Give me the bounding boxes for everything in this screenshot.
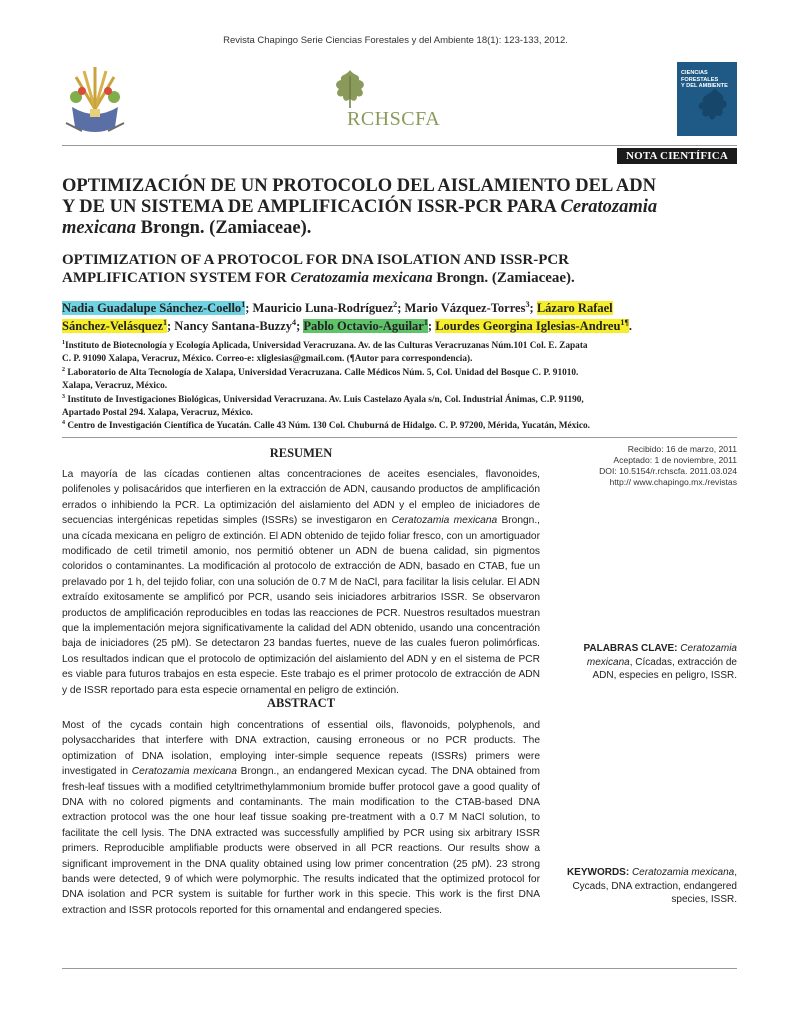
affiliation-3: $^3$ Instituto de Investigaciones Biológicas, Universidad Veracruzana. Av. Luis Castelazo Ayala s/n, Col. Industrial Ánimas, C.P. 91190, Apartado Postal 294. Xalapa, Veracruz, México.: [62, 393, 584, 418]
title-english: [62, 251, 742, 287]
doi: DOI: 10.5154/r.rchscfa. 2011.03.024: [599, 466, 737, 476]
resumen-heading: RESUMEN: [269, 446, 333, 460]
title-en-line1: OPTIMIZATION OF A PROTOCOL FOR DNA ISOLATION AND ISSR-PCR: [62, 252, 570, 268]
wheat-sheaf-emblem-icon: [62, 57, 128, 139]
author-3: Mario Vázquez-Torres$^3$: [404, 299, 530, 315]
abstract-heading: ABSTRACT: [266, 696, 336, 710]
affiliation-2: $^2$ Laboratorio de Alta Tecnología de Xalapa, Universidad Veracruzana. Calle Médicos Núm. 5, Col. Unidad del Bosque C. P. 91010. Xalapa, Veracruz, México.: [62, 366, 579, 391]
author-line2: Sánchez-Velásquez$^1$; Nancy Santana-Buzzy$^4$; Pablo Octavio-Aguilar$^1$; Lourdes Georgina Iglesias-Andreu$^{1\P}$.: [62, 317, 632, 333]
title-es-line2: Y DE UN SISTEMA DE AMPLIFICACIÓN ISSR-PCR PARA Ceratozamia: [62, 197, 658, 217]
received-date: Recibido: 16 de marzo, 2011: [627, 444, 737, 454]
author-2: Mauricio Luna-Rodríguez$^2$: [252, 299, 398, 315]
author-list: [62, 299, 742, 335]
title-es-line3: mexicana Brongn. (Zamiaceae).: [62, 218, 312, 238]
author-line1: Nadia Guadalupe Sánchez-Coello$^1$; Mauricio Luna-Rodríguez$^2$; Mario Vázquez-Torres$^3$; Lázaro Rafael: [62, 299, 613, 315]
title-es-line1: OPTIMIZACIÓN DE UN PROTOCOLO DEL AISLAMIENTO DEL ADN: [62, 176, 656, 196]
affiliation-4: $^4$ Centro de Investigación Científica de Yucatán. Calle 43 Núm. 130 Col. Chuburná de Hidalgo. C. P. 97200, Mérida, Yucatán, México.: [62, 419, 590, 431]
title-en-line2: AMPLIFICATION SYSTEM FOR Ceratozamia mexicana Brongn. (Zamiaceae).: [62, 270, 575, 286]
author-4-last: Sánchez-Velásquez$^1$: [62, 317, 167, 333]
cover-leaf-icon: [677, 84, 737, 134]
logo-text: RCHSCFA: [347, 108, 441, 130]
affiliations-rule: [62, 437, 737, 438]
affiliation-1: $^1$Instituto de Biotecnología y Ecología Aplicada, Universidad Veracruzana. Av. de las Culturas Veracruzanas Núm.101 Col. E. Zapata C. P. 91090 Xalapa, Veracruz, México. Correo-e: xliglesias@gmail.com. (¶Autor para correspondencia).: [62, 339, 588, 364]
journal-url[interactable]: http:// www.chapingo.mx./revistas: [609, 477, 737, 487]
journal-logo: [330, 68, 470, 136]
resumen-body: La mayoría de las cícadas contienen altas concentraciones de aceites esenciales, flavonoides, polifenoles y polisacáridos que interfieren en la extracción de ADN, causando productos de amplificación errados o inhibiendo la PCR. La optimización del aislamiento del ADN y el empleo de iniciadores de secuencias intergénicas repetidas simples (ISSRs) se investigaron en Ceratozamia mexicana Brongn., una cícada mexicana en peligro de extinción. El ADN obtenido de tejido foliar fresco, con un amortiguador modificado de cetil trimetil amonio, nos permitió obtener un ADN de buena calidad, sin pigmentos coloridos o contaminantes. La modificación al protocolo de extracción de ADN, basado en CTAB, fue un prelavado por 1 h, del tejido foliar, con una solución de 0.7 M de NaCl, para facilitar la lisis celular. El ADN extraído exitosamente se amplificó por PCR, usando seis iniciadores arbitrarios ISSR. Se observaron productos de amplificación reproducibles en todas las reacciones de PCR. Nuestros resultados muestran que la implementación mejora significativamente la calidad del ADN obtenido, usando una concentración baja de iniciadores (25 pM). Se detectaron 23 bandas fuertes, nueve de las cuales fueron polimórficas. Los resultados indican que el protocolo de optimización del aislamiento del ADN y en el sistema de PCR es viable para futuros trabajos en esta especie. Este trabajo es el primer protocolo de extracción de ADN y de ISSR reportado para esta especie ornamental en peligro de extinción.: [62, 469, 541, 696]
author-7: Lourdes Georgina Iglesias-Andreu$^{1\P}$: [435, 317, 629, 333]
author-5: Nancy Santana-Buzzy$^4$: [174, 317, 297, 333]
oak-leaf-icon: [330, 68, 370, 110]
cover-title-line1: CIENCIAS FORESTALES: [681, 70, 719, 83]
journal-citation: Revista Chapingo Serie Ciencias Forestales y del Ambiente 18(1): 123-133, 2012.: [223, 35, 568, 46]
keywords: KEYWORDS: Ceratozamia mexicana, Cycads, DNA extraction, endangered species, ISSR.: [566, 867, 737, 905]
title-spanish: [62, 176, 742, 239]
author-4-first: Lázaro Rafael: [536, 301, 613, 315]
university-emblem: [62, 57, 128, 139]
article-dates: [560, 444, 737, 488]
header-rule: [62, 145, 737, 146]
footer-rule: [62, 968, 737, 969]
author-6: Pablo Octavio-Aguilar$^1$: [303, 317, 428, 333]
journal-cover: [677, 62, 737, 136]
cover-title-line2: Y DEL AMBIENTE: [681, 83, 728, 89]
palabras-clave: PALABRAS CLAVE: Ceratozamia mexicana, Cícadas, extracción de ADN, especies en peligro, ISSR.: [583, 643, 737, 681]
accepted-date: Aceptado: 1 de noviembre, 2011: [613, 455, 737, 465]
abstract-body: Most of the cycads contain high concentrations of essential oils, flavonoids, polyphenols, and polysaccharides that interfere with DNA extraction, causing erroneous or no PCR products. The optimization of DNA isolation, employing inter-simple sequence repeats (ISSRs) primers were investigated in Ceratozamia mexicana Brongn., an endangered Mexican cycad. The DNA obtained from fresh-leaf tissues with a modified cetyltrimethylammonium bromide buffer protocol gave a good quality of DNA with no colored pigments and contaminants. The main modification to the CTAB-based DNA extraction protocol was the one hour leaf tissue soaking pre-treatment with a 0.7 M NaCl solution, to facilitate the cell lysis. The DNA extracted was successfully amplified by PCR using six arbitrary ISSR primers. Reproducible amplifiable products were observed in all PCR reactions. Our results show a significant improvement in the DNA quality obtained using low primer concentration (25 pM). 23 strong bands were detected, 9 of which were polymorphic. The results indicated that the optimized protocol for DNA isolation and PCR system is suitable for further work in this specie. This work is the first DNA extraction and ISSR protocols reported for this ornamental and endangered species.: [62, 720, 540, 916]
section-badge: NOTA CIENTÍFICA: [617, 148, 737, 164]
author-1: Nadia Guadalupe Sánchez-Coello$^1$: [62, 299, 246, 315]
